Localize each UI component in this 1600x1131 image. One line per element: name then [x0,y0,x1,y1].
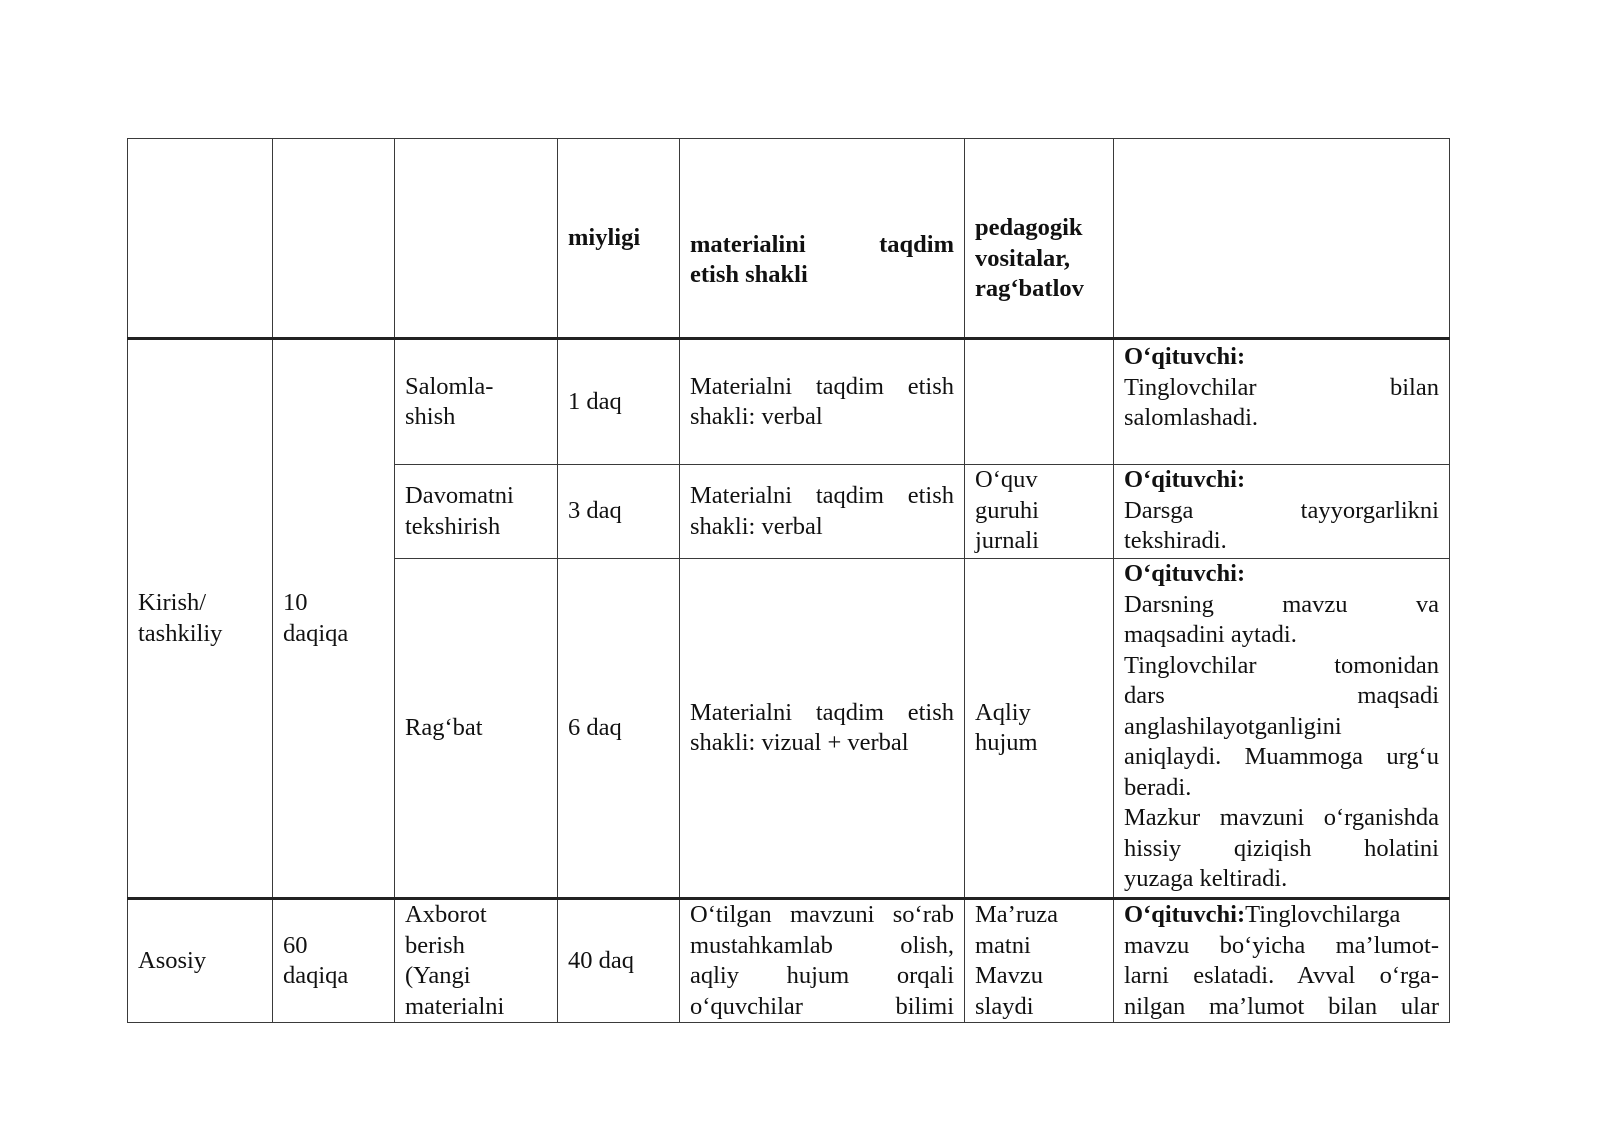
header-form-line1: materialini taqdim [690,230,954,258]
step-line: materialni [405,992,505,1020]
stage-name-line2: tashkiliy [138,619,223,647]
duration-unit: daqiqa [283,619,349,647]
tools-line: Mavzu [975,962,1044,989]
teacher-line: Darsga tayyorgarlikni [1124,496,1439,524]
time-cell: 1 daq [558,339,680,465]
header-cell-time [558,139,680,339]
teacher-label: O‘qituvchi: [1124,901,1246,928]
step-line: berish [405,931,465,959]
table-row [128,339,1450,465]
teacher-line: anglashilayotganligini [1124,712,1342,740]
step-line: tekshirish [405,512,501,540]
form-line: mustahkamlab olish, [690,931,954,959]
step-line: Salomla- [405,372,494,400]
teacher-line: mavzu bo‘yicha ma’lumot- [1124,931,1439,959]
form-line: Materialni taqdim etish [690,482,954,509]
header-cell-duration [273,139,395,339]
duration-value: 10 [283,589,308,616]
stage-cell-main: Asosiy [128,899,273,1023]
tools-line: Ma’ruza [975,901,1058,928]
header-tools-line2: vositalar, [975,244,1071,272]
teacher-line: aniqlaydi. Muammoga urg‘u [1124,743,1439,770]
tools-line: jurnali [975,527,1039,554]
tools-cell [965,899,1114,1023]
teacher-line: yuzaga keltiradi. [1124,865,1288,892]
time-cell: 3 daq [558,465,680,559]
tools-line: hujum [975,729,1038,756]
stage-cell-intro [128,339,273,899]
tools-line: O‘quv [975,466,1038,493]
form-line: shakli: verbal [690,403,823,430]
header-tools-line1: pedagogik [975,214,1083,241]
step-cell: Rag‘bat [395,559,558,899]
teacher-line: Tinglovchilar bilan [1124,373,1439,401]
step-cell [395,899,558,1023]
form-cell [680,339,965,465]
teacher-label: O‘qituvchi: [1124,466,1246,493]
step-cell [395,339,558,465]
step-line: (Yangi [405,962,471,989]
form-line: shakli: vizual + verbal [690,729,909,756]
form-line: Materialni taqdim etish [690,372,954,400]
teacher-line: hissiy qiziqish holatini [1124,834,1439,862]
stage-name-line1: Kirish/ [138,589,207,616]
teacher-line: larni eslatadi. Avval o‘rga- [1124,962,1439,989]
teacher-line: maqsadini aytadi. [1124,621,1297,648]
teacher-line: Darsning mavzu va [1124,590,1439,618]
teacher-cell [1114,465,1450,559]
teacher-inline-text: Tinglovchilarga [1245,901,1401,928]
teacher-line: nilgan ma’lumot bilan ular [1124,992,1439,1020]
teacher-line: beradi. [1124,773,1192,801]
header-time-label: miyligi [568,223,641,251]
teacher-line: salomlashadi. [1124,404,1259,431]
teacher-first-line [1124,900,1439,931]
step-line: Axborot [405,901,487,928]
step-line: shish [405,403,456,430]
duration-cell-intro [273,339,395,899]
teacher-line: dars maqsadi [1124,682,1439,709]
teacher-line: Tinglovchilar tomonidan [1124,651,1439,679]
tools-cell [965,339,1114,465]
tools-line: slaydi [975,992,1034,1020]
tools-cell [965,465,1114,559]
teacher-label: O‘qituvchi: [1124,343,1246,370]
form-cell [680,899,965,1023]
duration-unit: daqiqa [283,962,349,989]
form-line: O‘tilgan mavzuni so‘rab [690,901,954,928]
duration-cell-main [273,899,395,1023]
form-line: o‘quvchilar bilimi [690,992,954,1020]
tools-cell [965,559,1114,899]
step-line: Davomatni [405,482,514,509]
header-cell-teacher [1114,139,1450,339]
header-tools-line3: rag‘batlov [975,275,1084,302]
teacher-label: O‘qituvchi: [1124,560,1246,587]
form-cell [680,465,965,559]
teacher-cell [1114,559,1450,899]
form-cell [680,559,965,899]
header-cell-tools [965,139,1114,339]
duration-value: 60 [283,931,308,959]
time-cell: 40 daq [558,899,680,1023]
form-line: aqliy hujum orqali [690,962,954,989]
form-line: Materialni taqdim etish [690,698,954,726]
header-cell-stage [128,139,273,339]
header-cell-step [395,139,558,339]
tools-line: Aqliy [975,698,1031,726]
time-cell: 6 daq [558,559,680,899]
table-row [128,899,1450,1023]
step-cell [395,465,558,559]
tools-line: matni [975,931,1031,959]
table-header-row [128,139,1450,339]
tools-line: guruhi [975,496,1039,524]
teacher-cell [1114,339,1450,465]
teacher-line: tekshiradi. [1124,527,1227,554]
header-form-line2: etish shakli [690,261,808,288]
teacher-cell [1114,899,1450,1023]
header-cell-form [680,139,965,339]
teacher-line: Mazkur mavzuni o‘rganishda [1124,804,1439,831]
lesson-plan-table [127,138,1450,1023]
form-line: shakli: verbal [690,512,823,540]
